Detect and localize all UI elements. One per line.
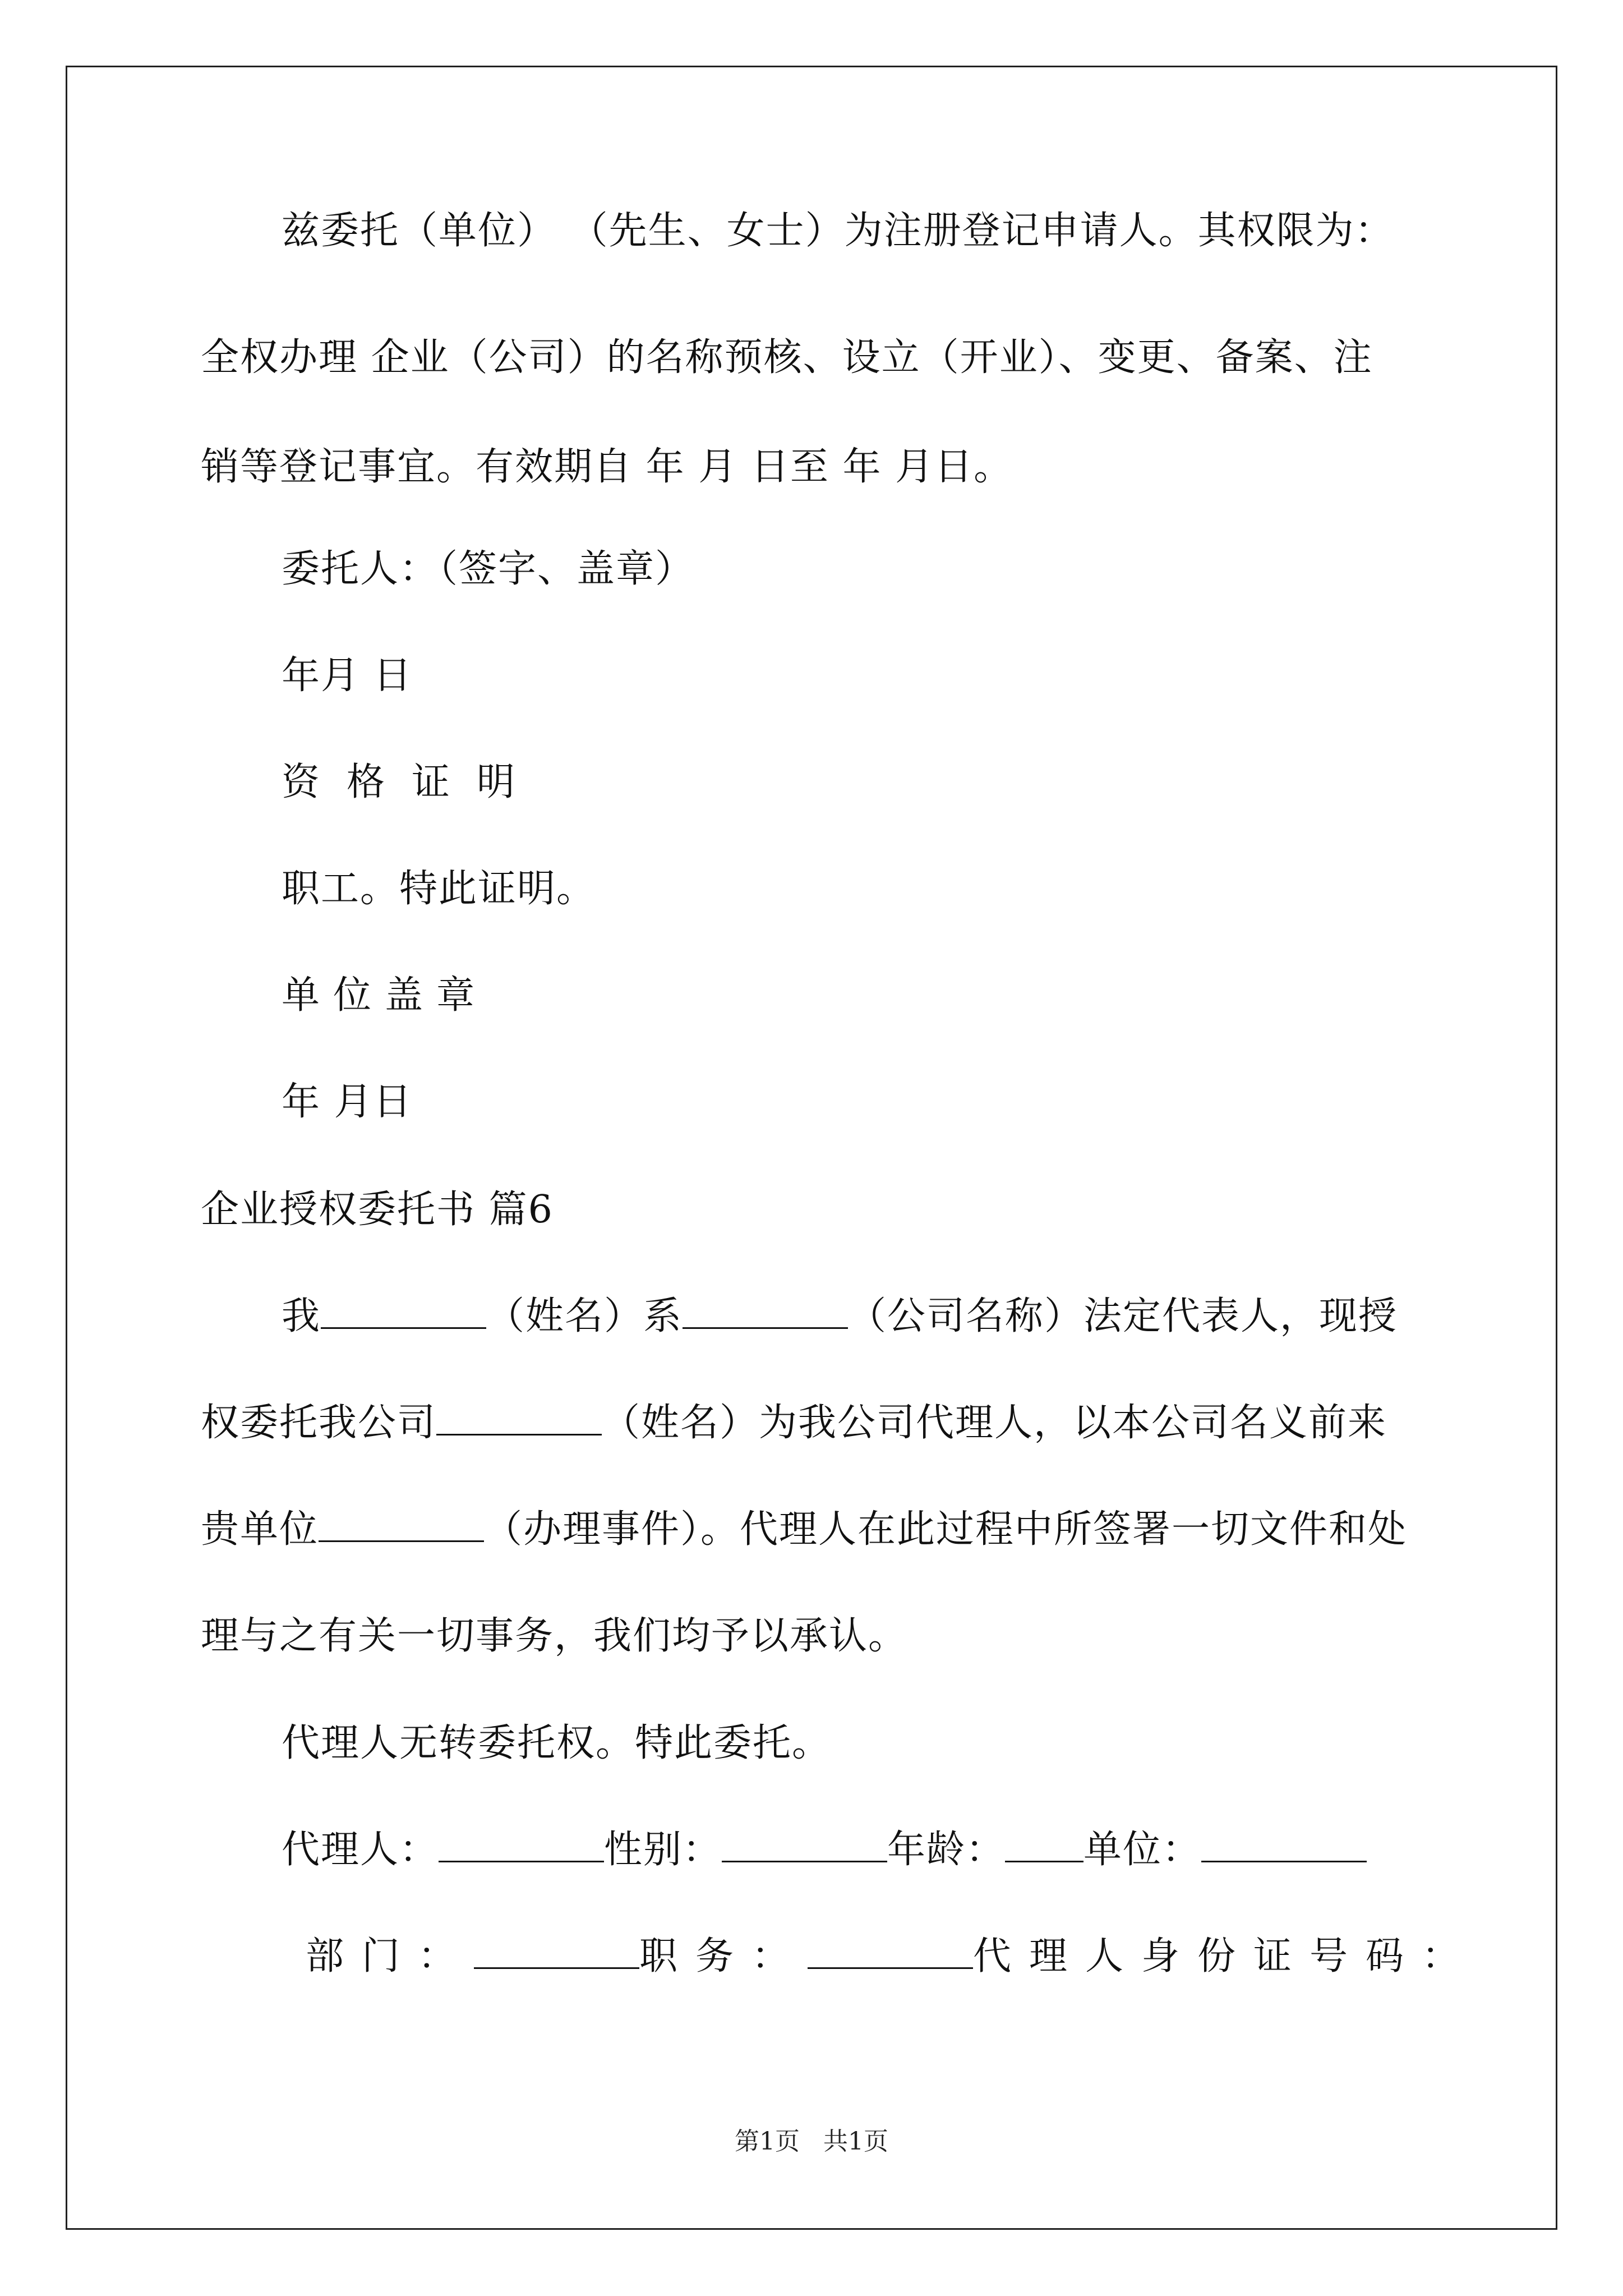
fill-blank <box>683 1296 848 1329</box>
paragraph-line <box>201 1507 1407 1552</box>
paragraph-line: 兹委托（单位） （先生、女士）为注册登记申请人。其权限为： <box>282 209 1394 253</box>
text-segment: （姓名）为我公司代理人，以本公司名义前来 <box>602 1401 1387 1445</box>
unit-label: 单位： <box>1083 1828 1202 1872</box>
principal-signature-line: 委托人：（签字、盖章） <box>282 547 695 591</box>
text-segment: 权委托我公司 <box>201 1401 437 1445</box>
no-transfer-statement: 代理人无转委托权。特此委托。 <box>282 1721 832 1765</box>
page-footer: 第1页 共1页 <box>735 2127 888 2156</box>
position-label: 职务： <box>639 1934 808 1978</box>
page-border <box>66 66 1557 2230</box>
agent-detail-line <box>306 1934 1478 1979</box>
paragraph-line <box>201 1401 1387 1446</box>
unit-blank <box>1201 1829 1367 1862</box>
date-line: 年月 日 <box>282 654 413 698</box>
unit-seal-line: 单位盖章 <box>282 973 488 1018</box>
age-label: 年龄： <box>887 1828 1006 1872</box>
id-label: 代理人身份证号码： <box>973 1934 1478 1978</box>
qualification-title: 资格证明 <box>282 760 542 804</box>
section-heading: 企业授权委托书 篇6 <box>201 1188 554 1232</box>
dept-label: 部门： <box>306 1934 474 1978</box>
text-segment: 我 <box>282 1294 321 1338</box>
agent-info-line <box>282 1828 1367 1872</box>
text-segment: （公司名称）法定代表人，现授 <box>848 1294 1398 1338</box>
paragraph-line: 销等登记事宜。有效期自 年 月 日至 年 月日。 <box>201 445 1013 489</box>
fill-blank <box>321 1296 486 1329</box>
gender-label: 性别： <box>604 1828 722 1872</box>
agent-label: 代理人： <box>282 1828 439 1872</box>
agent-name-blank <box>439 1829 604 1862</box>
dept-blank <box>474 1936 639 1969</box>
staff-statement: 职工。特此证明。 <box>282 867 596 911</box>
position-blank <box>808 1936 973 1969</box>
text-segment: （姓名）系 <box>486 1294 683 1338</box>
paragraph-line: 全权办理 企业（公司）的名称预核、设立（开业）、变更、备案、注 <box>201 335 1373 380</box>
paragraph-line: 理与之有关一切事务，我们均予以承认。 <box>201 1614 908 1658</box>
text-segment: 贵单位 <box>201 1507 319 1552</box>
gender-blank <box>722 1829 887 1862</box>
date-line: 年 月日 <box>282 1080 413 1124</box>
age-blank <box>1005 1829 1083 1862</box>
paragraph-line <box>282 1294 1398 1339</box>
text-segment: （办理事件）。代理人在此过程中所签署一切文件和处 <box>484 1507 1408 1552</box>
fill-blank <box>436 1402 602 1435</box>
fill-blank <box>319 1509 484 1542</box>
